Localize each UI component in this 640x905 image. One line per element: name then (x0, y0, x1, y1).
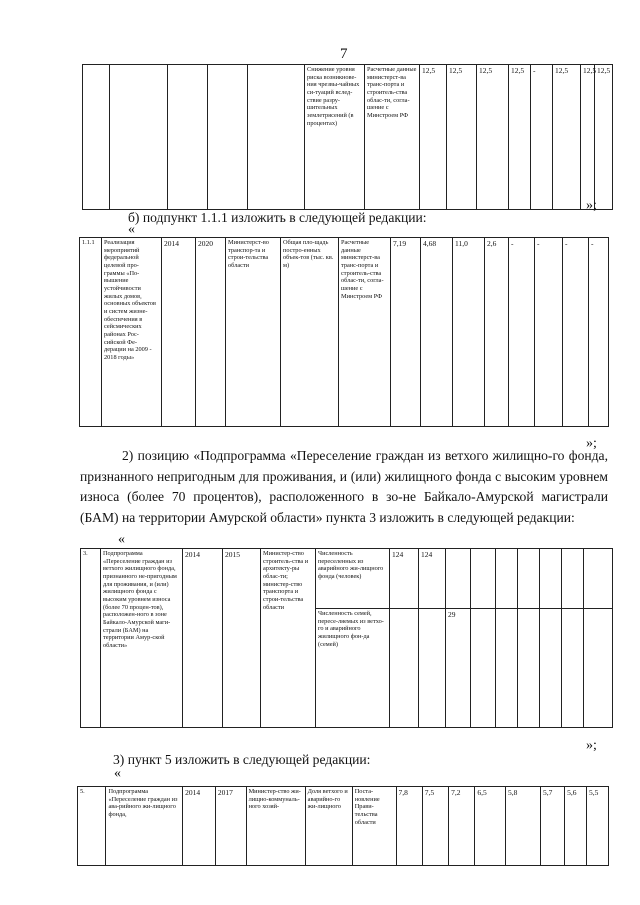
section-b-text: б) подпункт 1.1.1 изложить в следующей редакции: (128, 210, 427, 225)
value-cell: 12,5 (420, 65, 447, 210)
value-cell: 124 (390, 549, 419, 609)
item-number: 3. (81, 549, 101, 728)
section-3-text: 3) пункт 5 изложить в следующей редакции: (113, 752, 371, 767)
value-cell: 5,5 (586, 787, 608, 866)
value-cell: 6,5 (475, 787, 506, 866)
table-continuation (82, 64, 613, 210)
value-cell: 4,68 (421, 238, 453, 427)
value-cell: 5,6 (565, 787, 587, 866)
value-cell: 12,5 (509, 65, 531, 210)
start-year: 2014 (183, 787, 216, 866)
value-cell: - (535, 238, 563, 427)
page-number: 7 (340, 46, 348, 62)
item-name: Подпрограмма «Переселение граждан из ава-рийного жи-лищного фонда, (106, 787, 183, 866)
value-cell: - (531, 65, 553, 210)
value-cell: 11,0 (453, 238, 485, 427)
indicator-seismic: Снижение уровня риска возникнове-ния чрезвы-чайных си-туаций вслед-ствие разру-шительных землетрясений (в процентах) (305, 65, 365, 210)
table-subitem-1-1-1 (79, 237, 609, 427)
end-year: 2020 (196, 238, 226, 427)
section-3-open: « (114, 766, 121, 781)
end-year: 2015 (223, 549, 261, 728)
section-2-close: »; (586, 436, 597, 451)
start-year: 2014 (162, 238, 196, 427)
value-cell: 29 (446, 609, 471, 728)
data-source: Расчетные данные министерст-ва транс-порта и строитель-ства облас-ти, согла-шение с Минстроем РФ (365, 65, 420, 210)
value-cell: 12,5 (595, 65, 613, 210)
end-year: 2017 (215, 787, 246, 866)
executor: Министер-ство жи-лищно-коммуналь-ного хозяй- (246, 787, 305, 866)
section-2-open: « (118, 532, 125, 547)
value-cell: - (563, 238, 589, 427)
value-cell: 12,5 (477, 65, 509, 210)
executor: Министерст-во транспор-та и строи-тельства области (226, 238, 281, 427)
section-3-close: »; (586, 738, 597, 753)
section-b-close: »; (586, 198, 597, 213)
value-cell: 7,8 (396, 787, 422, 866)
value-cell: - (589, 238, 609, 427)
value-cell: 12,5 (447, 65, 477, 210)
item-number: 1.1.1 (80, 238, 102, 427)
indicator-people: Численность переселенных из аварийного жи-лищного фонда (человек) (316, 549, 390, 609)
section-2-text (80, 446, 608, 528)
value-cell: 12,5 (553, 65, 581, 210)
indicator: Доля ветхого и аварийно-го жи-лищного (305, 787, 352, 866)
value-cell: 7,2 (449, 787, 475, 866)
value-cell: 5,7 (541, 787, 565, 866)
indicator: Общая пло-щадь постро-енных объек-тов (тыс. кв. м) (281, 238, 339, 427)
value-cell: - (509, 238, 535, 427)
value-cell: 12,5 (581, 65, 595, 210)
value-cell: 124 (419, 549, 446, 609)
value-cell: 7,19 (391, 238, 421, 427)
item-name: Реализация мероприятий федеральной целевой про-граммы «По-вышение устойчивости жилых домов, основных объектов и систем жизне-обеспечения в сейсмических районах Рос-сийской Фе-дерации на 2009 - 2018 годы» (102, 238, 162, 427)
section-2-paragraph: 2) позицию «Подпрограмма «Переселение граждан из ветхого жилищно-го фонда, признанного непригодным для проживания, и (или) жилищного фонда с высоким уровнем износа (более 70 процентов), расположенного в зо-не Байкало-Амурской магистрали (БАМ) на территории Амурской области» пункта 3 изложить в следующей редакции: (80, 448, 608, 525)
section-b-open: « (128, 222, 135, 237)
value-cell: 7,5 (422, 787, 448, 866)
data-source: Поста-новление Прави-тельства области (352, 787, 396, 866)
table-item-5 (77, 786, 609, 866)
value-cell: 2,6 (485, 238, 509, 427)
indicator-families: Численность семей, пересе-ляемых из ветхо-го и аварийного жилищного фон-да (семей) (316, 609, 390, 728)
executor: Министер-ство строитель-ства и архитекту-ры облас-ти; министер-ство транспорта и строи-тельства области (261, 549, 316, 728)
data-source: Расчетные данные министерст-ва транс-порта и строитель-ства облас-ти, согла-шение с Минстроем РФ (339, 238, 391, 427)
item-name: Подпрограмма «Переселение граждан из ветхого жилищного фонда, признанного не-пригодным для проживания, и (или) жилищного фонда с высоким уровнем износа (более 70 процен-тов), расположен-ного в зоне Байкало-Амурской маги-страли (БАМ) на территории Амур-ской области» (101, 549, 183, 728)
item-number: 5. (78, 787, 106, 866)
start-year: 2014 (183, 549, 223, 728)
table-item-3 (80, 548, 613, 728)
value-cell: 5,8 (505, 787, 540, 866)
